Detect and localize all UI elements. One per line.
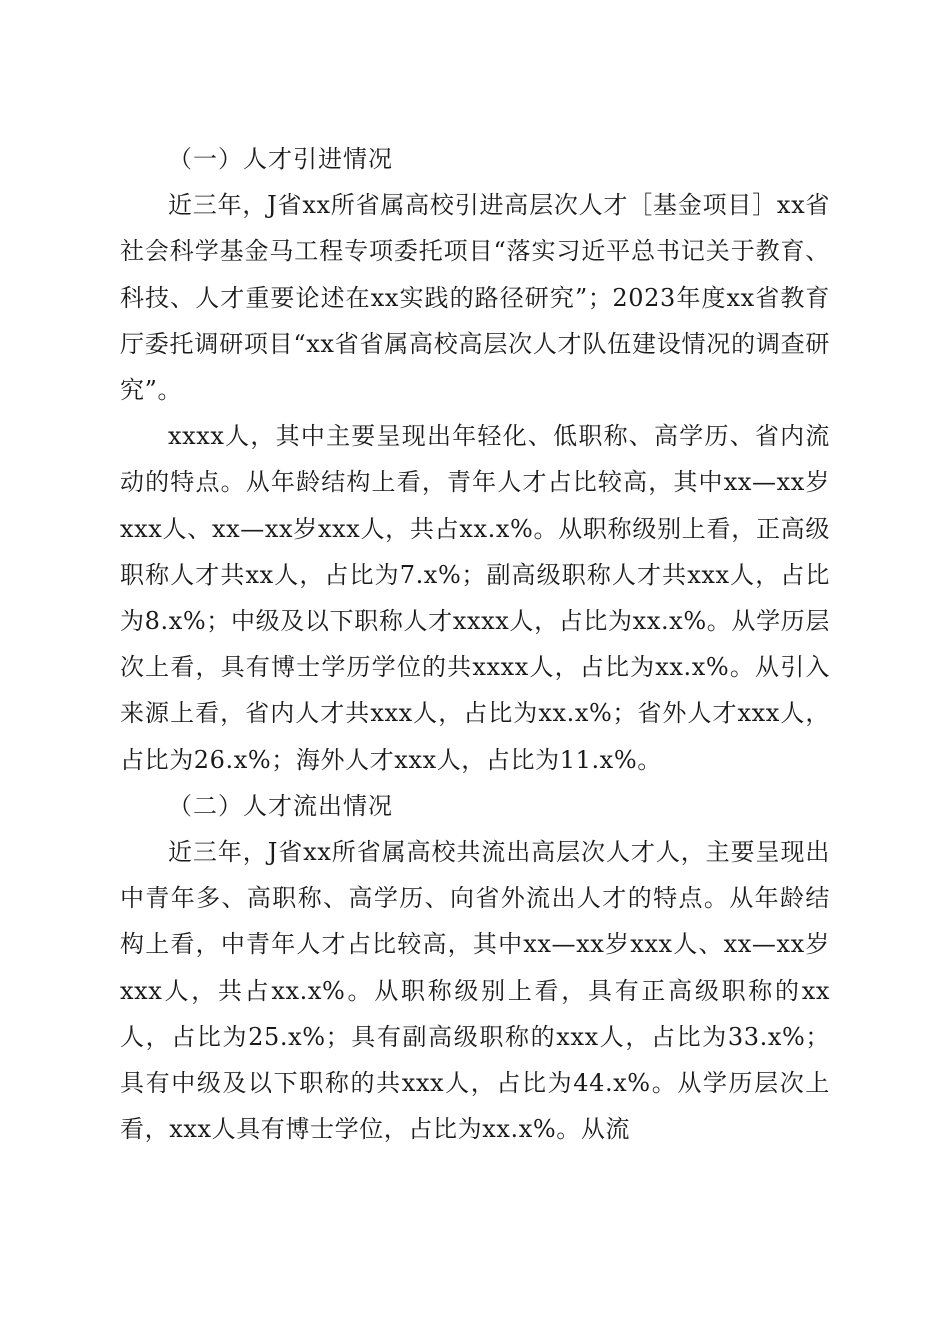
- section-heading-talent-outflow: （二）人才流出情况: [168, 791, 393, 820]
- section-heading-talent-introduction: （一）人才引进情况: [168, 145, 393, 173]
- document-body: [120, 136, 830, 1152]
- paragraph-outflow-statistics: 近三年，J省xx所省属高校共流出高层次人才人，主要呈现出中青年多、高职称、高学历、向省外流出人才的特点。从年龄结构上看，中青年人才占比较高，其中xx—xx岁xxx人、xx—xx岁xxx人，共占xx.x%。从职称级别上看，具有正高级职称的xx人，占比为25.x%；具有副高级职称的xxx人，占比为33.x%；具有中级及以下职称的共xxx人，占比为44.x%。从学历层次上看，xxx人具有博士学位，占比为xx.x%。从流: [120, 838, 830, 1144]
- paragraph-introduction-overview: 近三年，J省xx所省属高校引进高层次人才［基金项目］xx省社会科学基金马工程专项委托项目“落实习近平总书记关于教育、科技、人才重要论述在xx实践的路径研究”；2023年度xx省教育厅委托调研项目“xx省省属高校高层次人才队伍建设情况的调查研究”。: [120, 191, 830, 405]
- paragraph-introduction-statistics: xxxx人，其中主要呈现出年轻化、低职称、高学历、省内流动的特点。从年龄结构上看，青年人才占比较高，其中xx—xx岁xxx人、xx—xx岁xxx人，共占xx.x%。从职称级别上看，正高级职称人才共xx人，占比为7.x%；副高级职称人才共xxx人，占比为8.x%；中级及以下职称人才xxxx人，占比为xx.x%。从学历层次上看，具有博士学历学位的共xxxx人，占比为xx.x%。从引入来源上看，省内人才共xxx人，占比为xx.x%；省外人才xxx人，占比为26.x%；海外人才xxx人，占比为11.x%。: [120, 422, 830, 774]
